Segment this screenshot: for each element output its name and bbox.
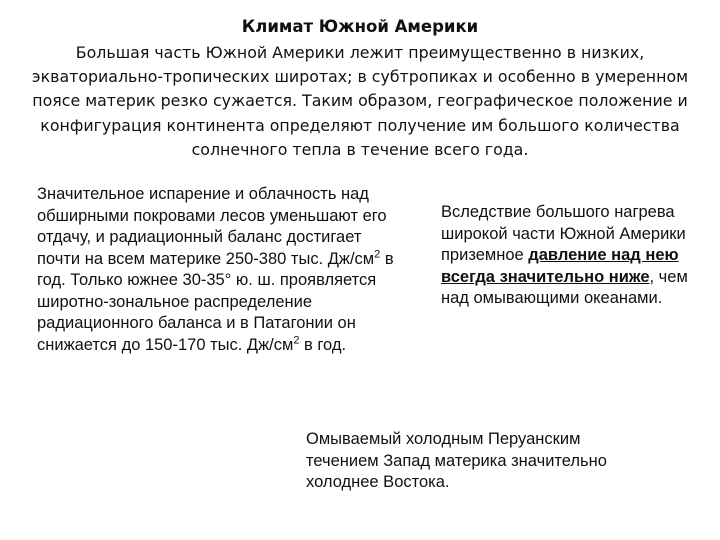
intro-paragraph: Большая часть Южной Америки лежит преимущественно в низких, экваториально-тропических широтах; в субтропиках и особенно в умеренном поясе материк резко сужается. Таким образом, географическое положение и конфигурация континента определяют получение им большого количества солнечного тепла в течение всего года. — [31, 43, 689, 159]
radiation-text-part-1: Значительное испарение и облачность над обширными покровами лесов уменьшают его отдачу, и радиационный баланс достигает почти на всем материке 250-380 тыс. Дж/см — [37, 185, 387, 268]
pressure-emphasis: давление над нею всегда значительно ниже — [441, 246, 679, 286]
pressure-text-part-1: Вследствие большого нагрева широкой части Южной Америки приземное — [441, 203, 686, 264]
peruvian-current-paragraph: Омываемый холодным Перуанским течением Запад материка значительно холоднее Востока. — [306, 430, 607, 491]
radiation-balance-paragraph — [37, 184, 397, 356]
radiation-text-part-3: в год. — [299, 335, 347, 354]
pressure-text-part-2: , чем над омывающими океанами. — [441, 267, 688, 307]
unit-exponent-1: 2 — [374, 248, 381, 260]
pressure-paragraph — [441, 202, 703, 310]
radiation-text-part-2: в год. Только южнее 30-35° ю. ш. проявляется широтно-зональное распределение радиационного баланса и в Патагонии он снижается до 150-170 тыс. Дж/см — [37, 249, 394, 354]
slide-title: Климат Южной Америки — [241, 17, 479, 36]
unit-exponent-2: 2 — [293, 334, 300, 346]
